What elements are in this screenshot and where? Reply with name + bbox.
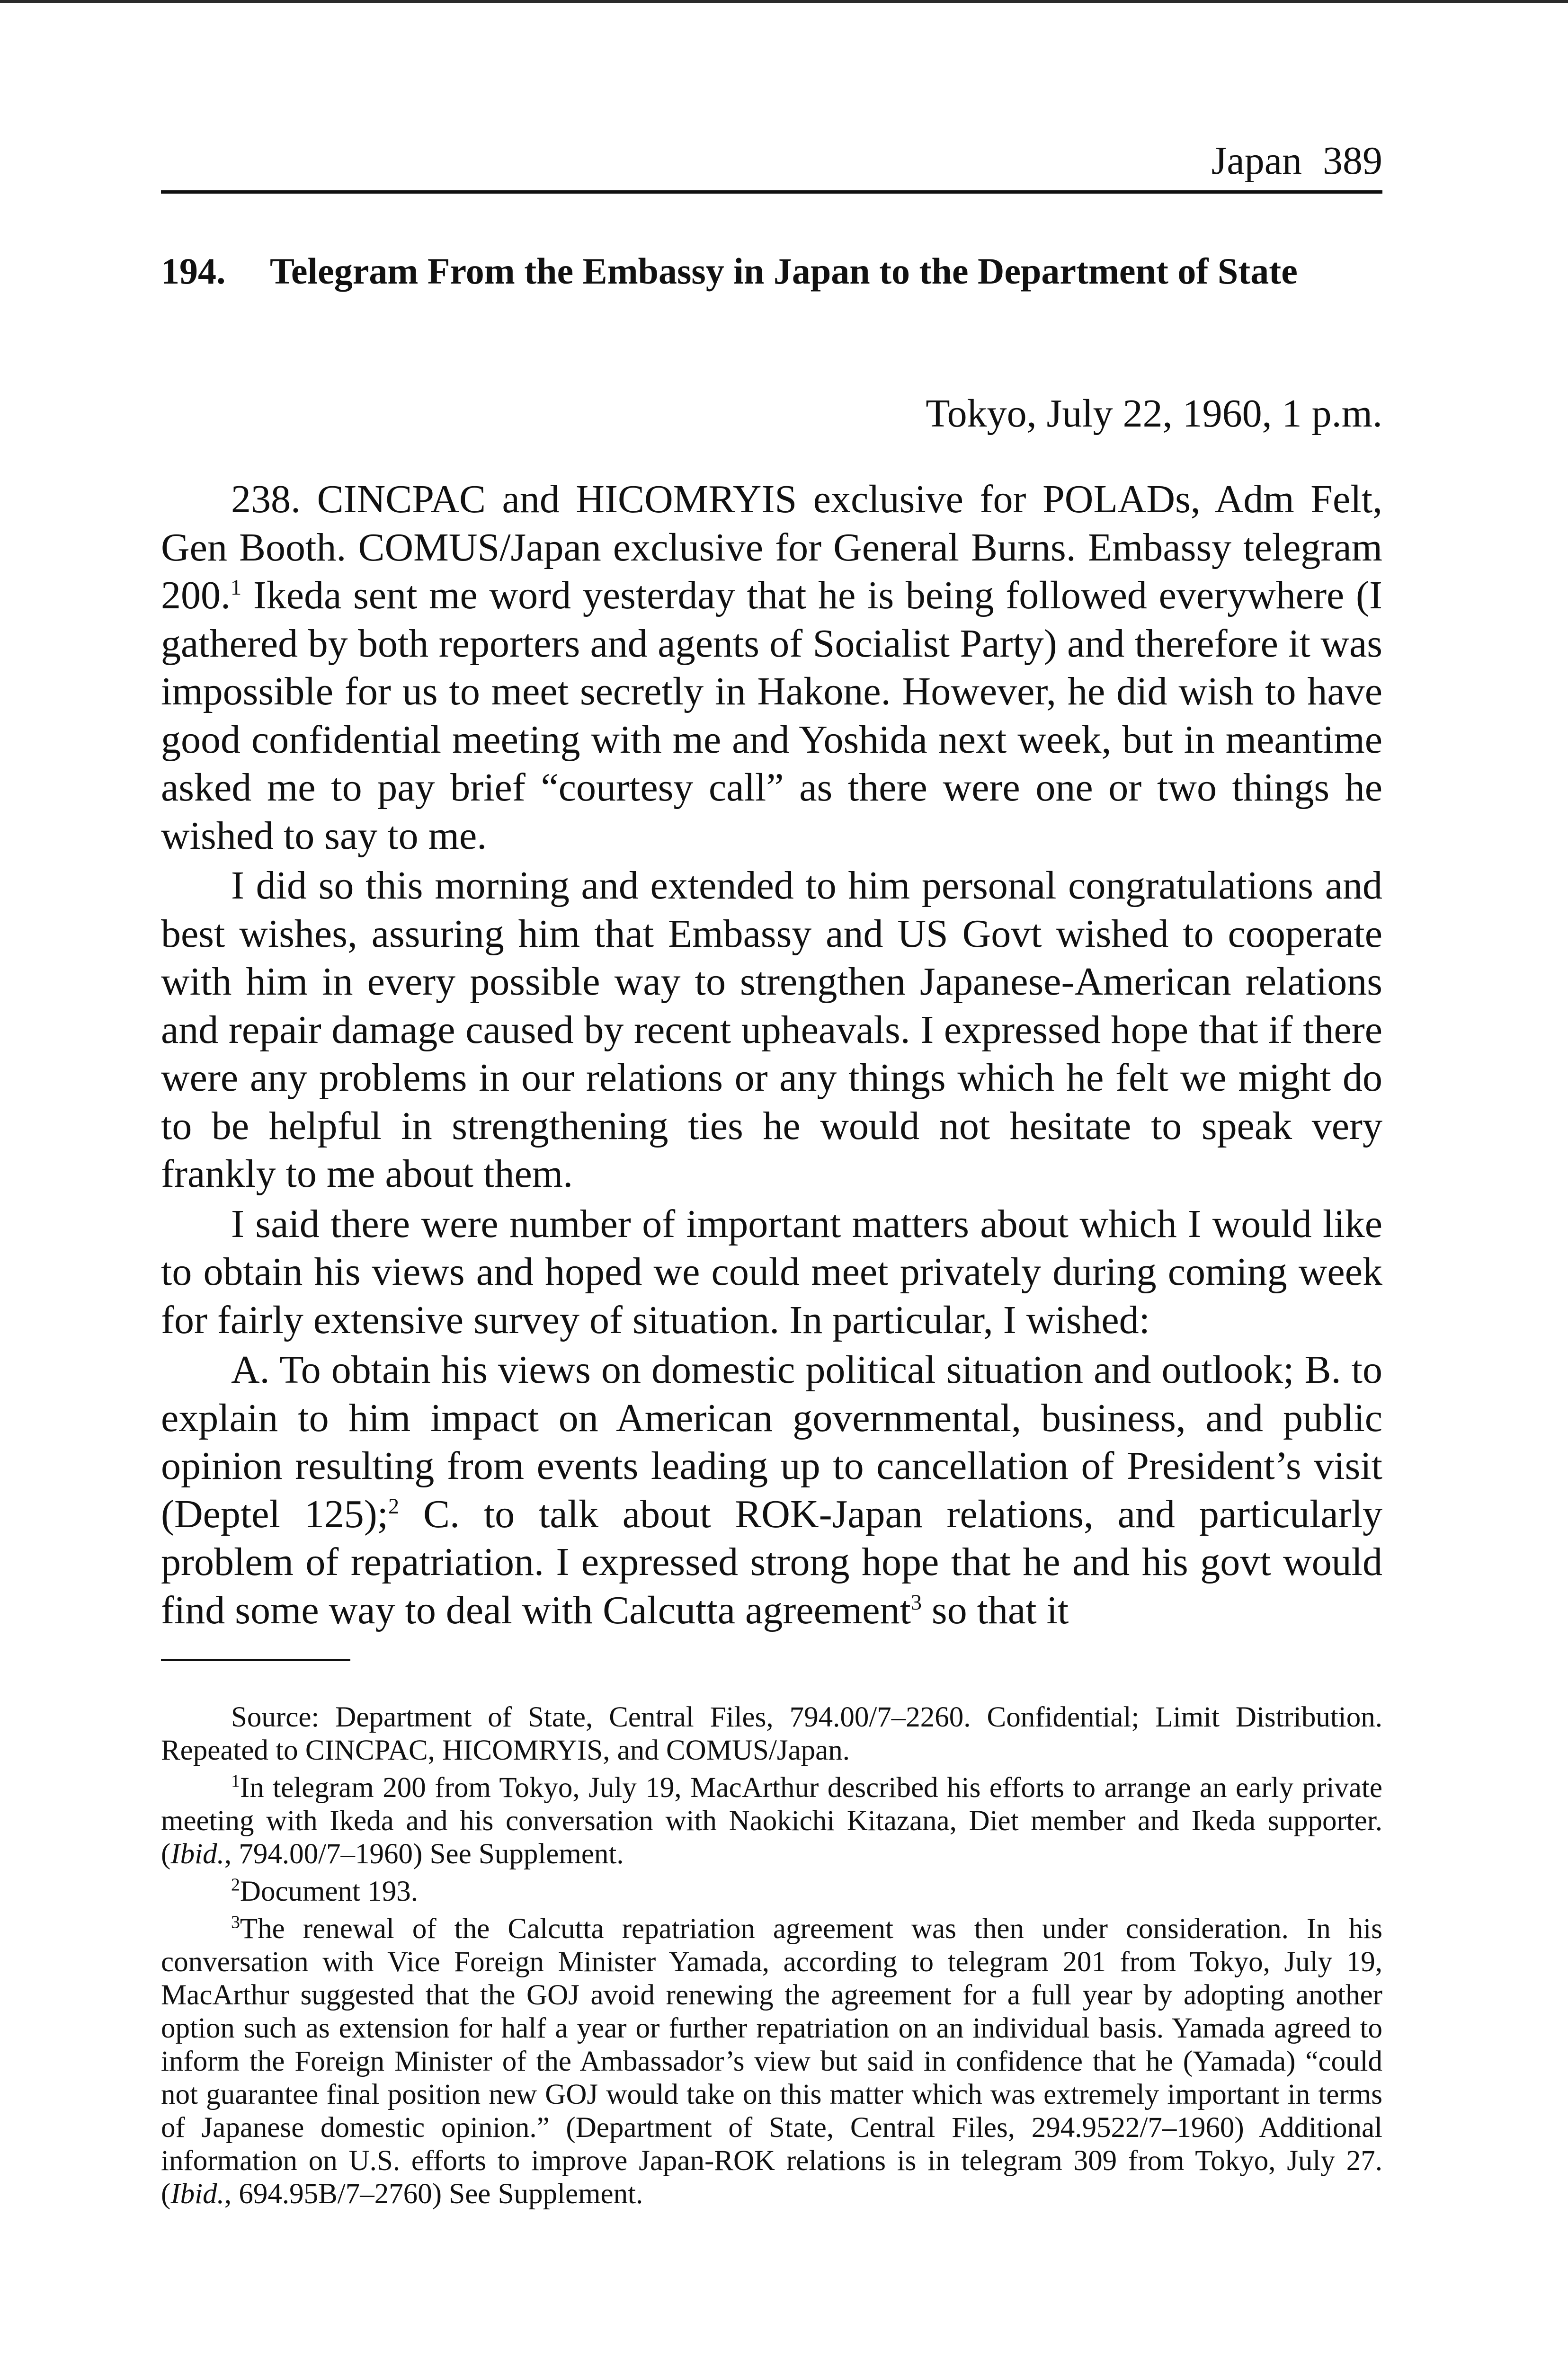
body-paragraph-1 [161, 475, 1382, 860]
footnote-1-text-a: In telegram 200 from Tokyo, July 19, MacArthur described his efforts to arrange an early private meeting with Ikeda and his conversation with Naokichi Kitazana, Diet member and Ikeda supporter. ( [161, 1772, 1382, 1870]
body-paragraph-1-text-b: Ikeda sent me word yesterday that he is being followed everywhere (I gathered by both reporters and agents of Socialist Party) and therefore it was impossible for us to meet secretly in Hakone. However, he did wish to have good confidential meeting with me and Yoshida next week, but in meantime asked me to pay brief “courtesy call” as there were one or two things he wished to say to me. [161, 573, 1382, 858]
footnote-ref-3: 3 [910, 1590, 922, 1614]
body-paragraph-2: I did so this morning and extended to him personal congratulations and best wishes, assuring him that Embassy and US Govt wished to cooperate with him in every possible way to strengthen Japanese-American relations and repair damage caused by recent upheavals. I expressed hope that if there were any problems in our relations or any things which he felt we might do to be helpful in strengthening ties he would not hesitate to speak very frankly to me about them. [161, 863, 1382, 1196]
footnote-2 [161, 1875, 1382, 1908]
document-page [161, 137, 1382, 2215]
footnote-1-ibid: Ibid. [170, 1838, 224, 1870]
body-paragraph-1-text-a: 238. CINCPAC and HICOMRYIS exclusive for POLADs, Adm Felt, Gen Booth. COMUS/Japan exclusive for General Burns. Embassy telegram 200. [161, 477, 1382, 617]
footnote-source: Source: Department of State, Central Files, 794.00/7–2260. Confidential; Limit Distribution. Repeated to CINCPAC, HICOMRYIS, and COMUS/Japan. [161, 1701, 1382, 1766]
body-paragraph-4-text-b: C. to talk about ROK-Japan relations, and particularly problem of repatriation. I expressed strong hope that he and his govt would find some way to deal with Calcutta agreement [161, 1492, 1383, 1632]
footnote-3-text-a: The renewal of the Calcutta repatriation agreement was then under consideration. In his conversation with Vice Foreign Minister Yamada, according to telegram 201 from Tokyo, July 19, MacArthur suggested that the GOJ avoid renewing the agreement for a full year by adopting another option such as extension for half a year or further repatriation on an individual basis. Yamada agreed to inform the Foreign Minister of the Ambassador’s view but said in confidence that he (Yamada) “could not guarantee final position new GOJ would take on this matter which was extremely important in terms of Japanese domestic opinion.” (Department of State, Central Files, 294.9522/7–1960) Additional information on U.S. efforts to improve Japan-ROK relations is in telegram 309 from Tokyo, July 27. ( [161, 1913, 1382, 2210]
dateline: Tokyo, July 22, 1960, 1 p.m. [926, 392, 1382, 436]
running-head [161, 137, 1382, 194]
telegram-body [161, 475, 1382, 1634]
footnote-ref-1: 1 [231, 575, 242, 599]
footnote-1-marker: 1 [231, 1771, 240, 1791]
footnote-1-text-b: , 794.00/7–1960) See Supplement. [224, 1838, 624, 1870]
footnote-divider [161, 1659, 350, 1661]
body-paragraph-3: I said there were number of important matters about which I would like to obtain his views and hoped we could meet privately during coming week for fairly extensive survey of situation. In particular, I wished: [161, 1201, 1382, 1342]
document-heading [161, 249, 1382, 293]
footnote-1 [161, 1771, 1382, 1871]
footnote-3-ibid: Ibid. [170, 2178, 224, 2210]
footnote-3-marker: 3 [231, 1912, 240, 1932]
body-paragraph-4 [161, 1346, 1382, 1634]
footnote-2-marker: 2 [231, 1875, 240, 1895]
footnote-3 [161, 1913, 1382, 2211]
page-number: 389 [1323, 139, 1382, 183]
footnote-3-text-b: , 694.95B/7–2760) See Supplement. [224, 2178, 643, 2210]
body-paragraph-4-text-c: so that it [921, 1588, 1069, 1632]
footnotes [161, 1701, 1382, 2211]
document-number: 194. [161, 250, 226, 292]
footnote-ref-2: 2 [388, 1494, 400, 1518]
footnote-2-text: Document 193. [240, 1876, 419, 1907]
running-head-section: Japan [1211, 139, 1302, 183]
body-paragraph-4-text-a: A. To obtain his views on domestic political situation and outlook; B. to explain to him impact on American governmental, business, and public opinion resulting from events leading up to cancellation of President’s visit (Deptel 125); [161, 1348, 1382, 1536]
document-title: Telegram From the Embassy in Japan to the Department of State [270, 250, 1298, 292]
scan-top-edge [0, 0, 1568, 3]
